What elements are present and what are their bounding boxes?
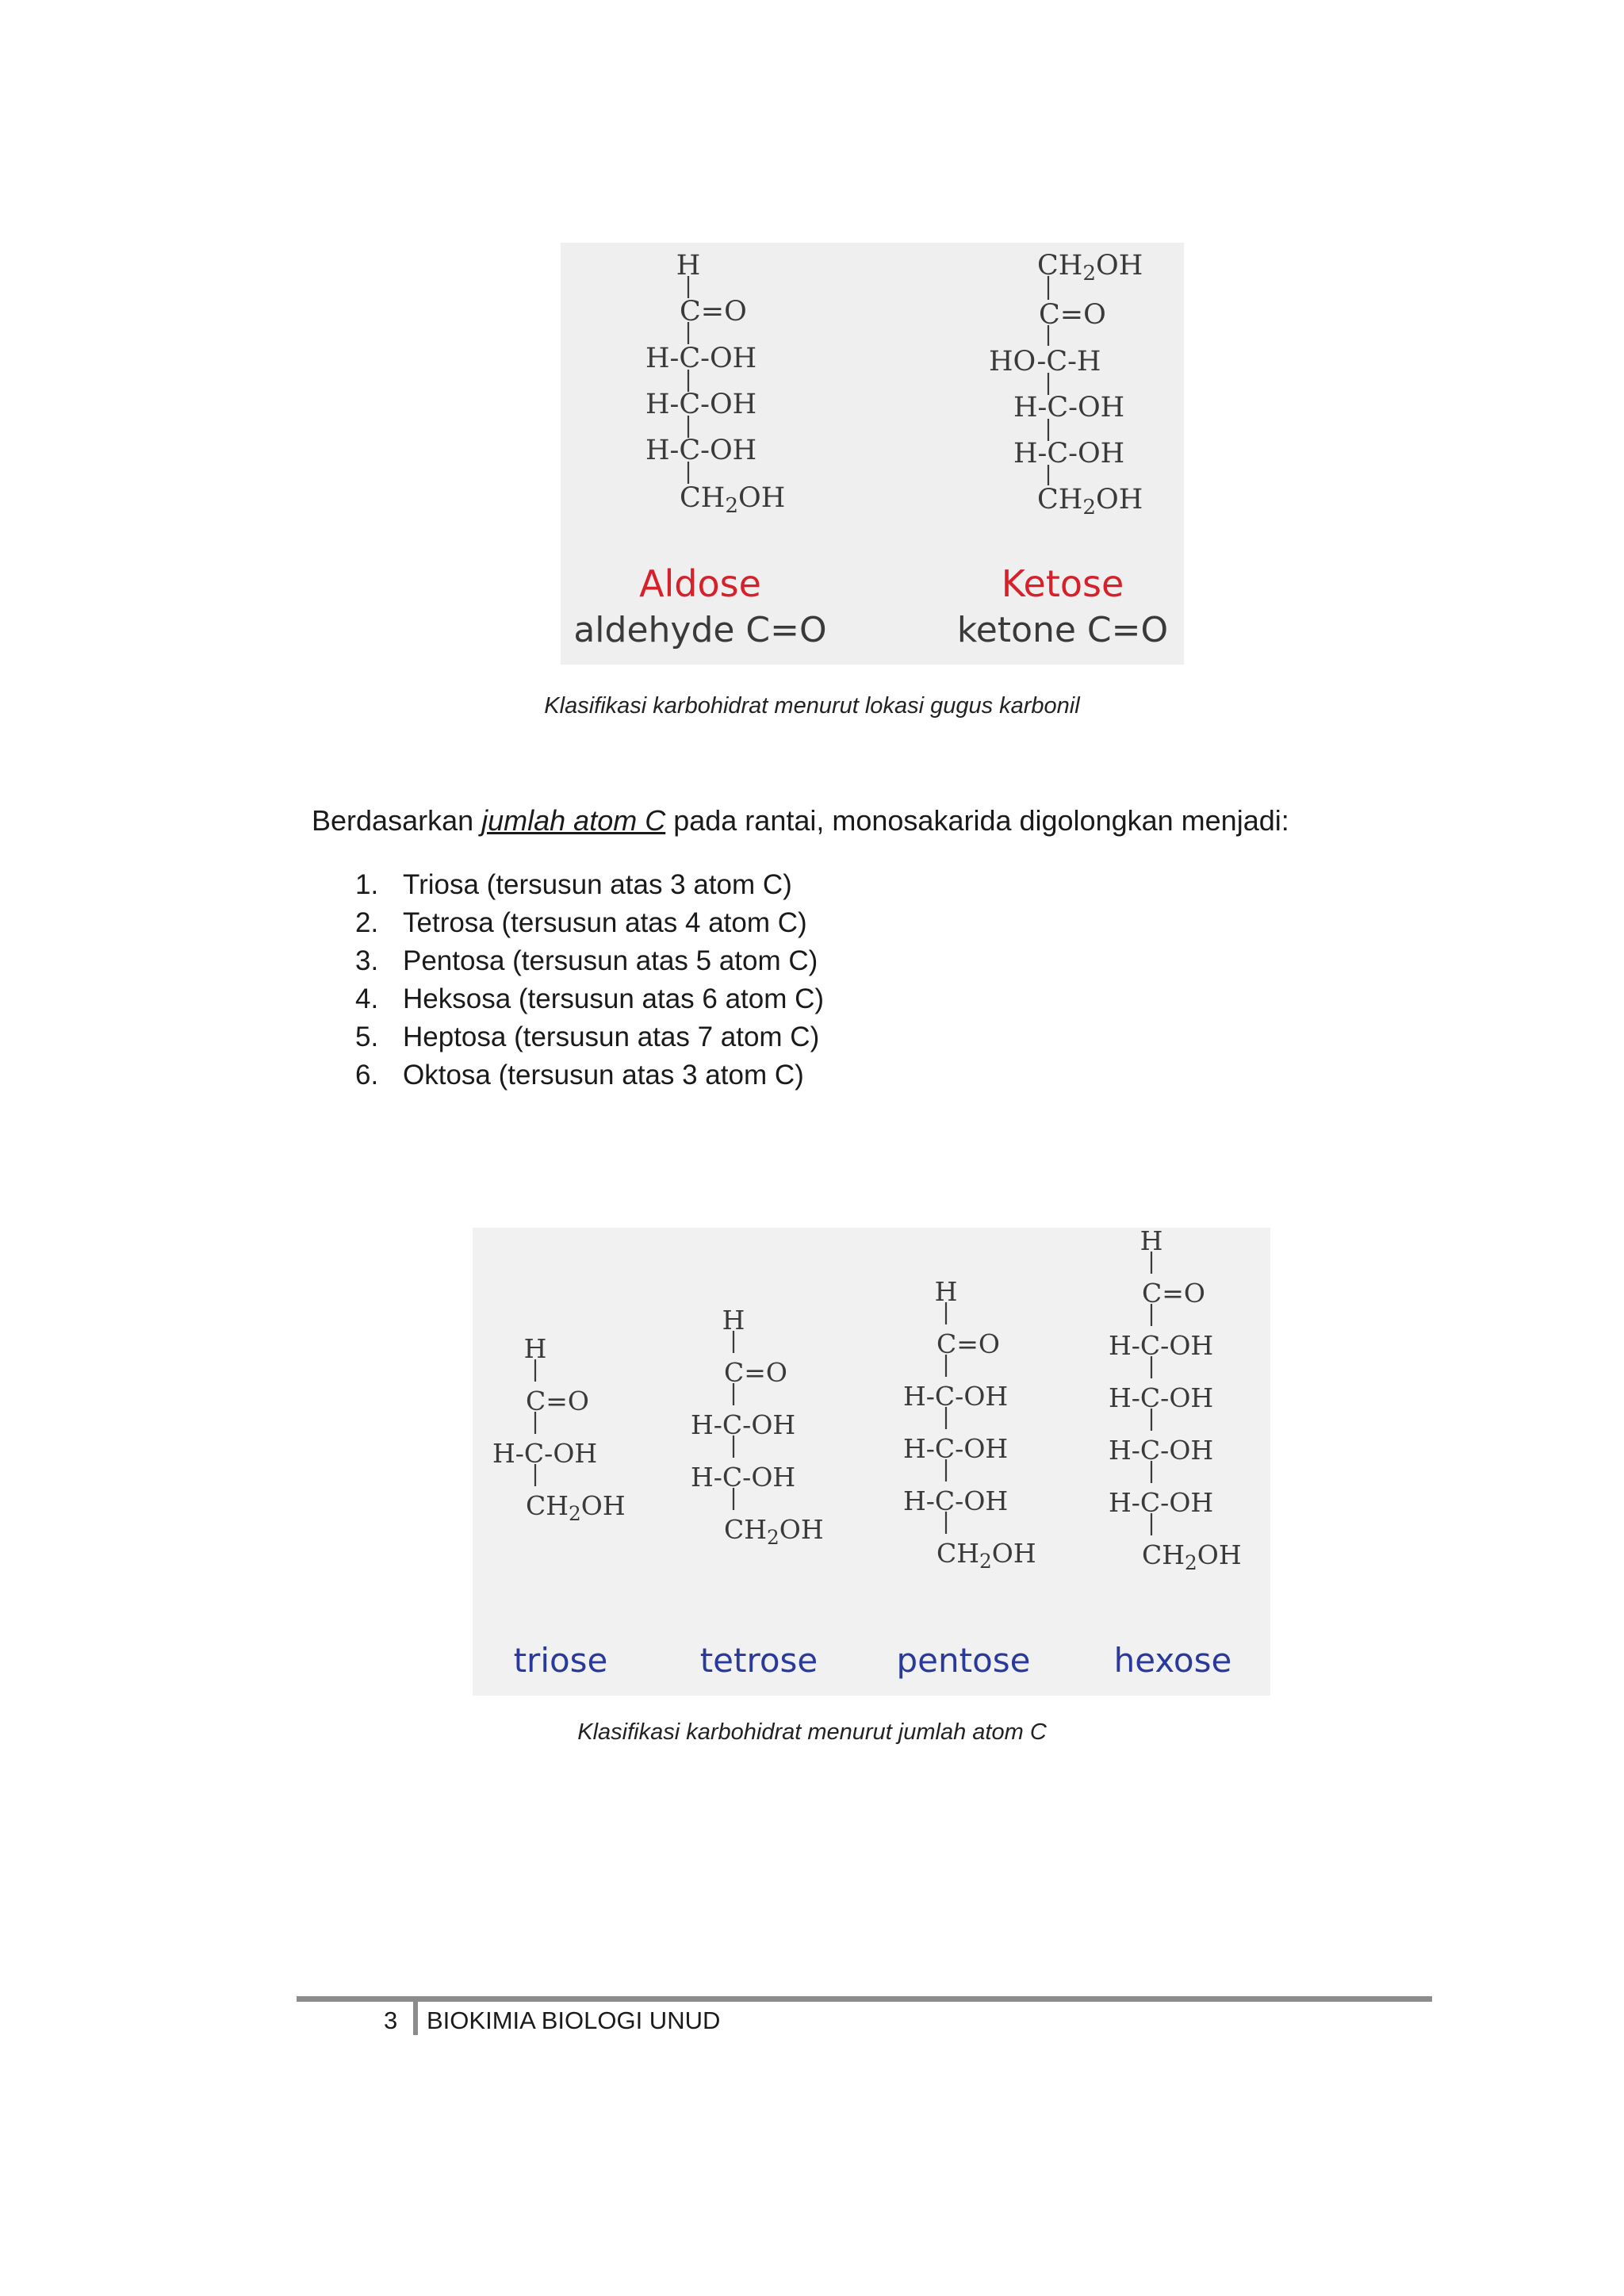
pentose-label: pentose — [896, 1641, 1031, 1680]
aldose-label: Aldose — [639, 562, 761, 605]
tetrose-chiral-carbon-1: H-C-OH — [691, 1409, 796, 1440]
pentose-chiral-carbon-3: H-C-OH — [903, 1485, 1009, 1516]
tetrose-label: tetrose — [699, 1641, 818, 1680]
triose-terminal-ch2oh: $CH_2OH$ — [526, 1490, 626, 1525]
aldose-chiral-carbon-2: H-C-OH — [645, 389, 757, 420]
hexose-atom-h: H — [1139, 1228, 1163, 1256]
hexose-chiral-carbon-3: H-C-OH — [1109, 1435, 1214, 1466]
footer-separator — [413, 2000, 418, 2035]
list-text: Heptosa (tersusun atas 7 atom C) — [403, 1022, 820, 1052]
carbon-count-illustration — [473, 1228, 1270, 1696]
footer-rule — [297, 1996, 1432, 2002]
triose-carbonyl: C=O — [526, 1386, 589, 1416]
footer-title: BIOKIMIA BIOLOGI UNUD — [427, 2007, 721, 2034]
tetrose-chiral-carbon-2: H-C-OH — [691, 1462, 796, 1493]
list-text: Triosa (tersusun atas 3 atom C) — [403, 869, 792, 900]
ketose-carbonyl: C=O — [1039, 299, 1106, 331]
list-item — [355, 980, 824, 1018]
hexose-label: hexose — [1113, 1641, 1232, 1680]
hexose-chiral-carbon-1: H-C-OH — [1109, 1330, 1214, 1361]
figure2-caption: Klasifikasi karbohidrat menurut jumlah atom C — [577, 1719, 1047, 1745]
triose-atom-h: H — [523, 1333, 547, 1364]
list-number: 5. — [355, 1022, 379, 1052]
ketose-top-ch2oh: $CH_2OH$ — [1037, 250, 1143, 286]
aldose-terminal-ch2oh: $CH_2OH$ — [680, 482, 786, 518]
list-number: 2. — [355, 907, 379, 938]
intro-paragraph — [312, 804, 1289, 838]
list-item — [355, 866, 824, 904]
pentose-chiral-carbon-2: H-C-OH — [903, 1433, 1009, 1464]
list-item — [355, 904, 824, 942]
ketose-chiral-carbon-2: H-C-OH — [1013, 392, 1125, 424]
aldose-chiral-carbon-3: H-C-OH — [645, 435, 757, 466]
list-item — [355, 1056, 824, 1094]
tetrose-atom-h: H — [722, 1305, 745, 1336]
intro-emphasis: jumlah atom C — [481, 804, 666, 837]
page-number: 3 — [384, 2007, 398, 2034]
triose-chiral-carbon: H-C-OH — [492, 1438, 598, 1469]
aldose-ketose-illustration — [561, 243, 1184, 665]
hexose-terminal-ch2oh: $CH_2OH$ — [1142, 1539, 1242, 1574]
monosaccharide-list — [355, 866, 824, 1094]
aldose-chiral-carbon-1: H-C-OH — [645, 343, 757, 374]
list-text: Pentosa (tersusun atas 5 atom C) — [403, 945, 818, 976]
list-number: 3. — [355, 945, 379, 976]
triose-label: triose — [513, 1641, 608, 1680]
list-number: 4. — [355, 983, 379, 1014]
aldose-description: aldehyde C=O — [573, 610, 827, 650]
hexose-carbonyl: C=O — [1142, 1278, 1205, 1309]
intro-text-end: pada rantai, monosakarida digolongkan menjadi: — [665, 804, 1289, 837]
tetrose-terminal-ch2oh: $CH_2OH$ — [724, 1514, 824, 1549]
figure1-caption: Klasifikasi karbohidrat menurut lokasi gugus karbonil — [544, 693, 1080, 719]
pentose-carbonyl: C=O — [936, 1328, 1000, 1359]
ketose-chiral-carbon-3: H-C-OH — [1013, 438, 1125, 470]
aldose-carbonyl: C=O — [680, 296, 747, 328]
list-text: Tetrosa (tersusun atas 4 atom C) — [403, 907, 807, 938]
intro-text-start: Berdasarkan — [312, 804, 482, 837]
tetrose-carbonyl: C=O — [724, 1357, 787, 1388]
pentose-atom-h: H — [934, 1276, 958, 1307]
ketose-chiral-carbon-1: HO-C-H — [989, 346, 1101, 378]
hexose-chiral-carbon-2: H-C-OH — [1109, 1382, 1214, 1413]
pentose-terminal-ch2oh: $CH_2OH$ — [936, 1538, 1036, 1573]
ketose-bottom-ch2oh: $CH_2OH$ — [1037, 484, 1143, 519]
aldose-atom-h: H — [676, 250, 701, 282]
list-item — [355, 942, 824, 980]
list-text: Oktosa (tersusun atas 3 atom C) — [403, 1060, 804, 1091]
list-item — [355, 1018, 824, 1056]
ketose-description: ketone C=O — [956, 610, 1169, 650]
list-text: Heksosa (tersusun atas 6 atom C) — [403, 983, 825, 1014]
pentose-chiral-carbon-1: H-C-OH — [903, 1381, 1009, 1412]
figure-aldose-ketose — [561, 243, 1184, 665]
figure-carbon-count — [473, 1228, 1270, 1696]
hexose-chiral-carbon-4: H-C-OH — [1109, 1487, 1214, 1518]
ketose-label: Ketose — [1001, 562, 1124, 605]
list-number: 1. — [355, 869, 379, 900]
list-number: 6. — [355, 1060, 379, 1091]
